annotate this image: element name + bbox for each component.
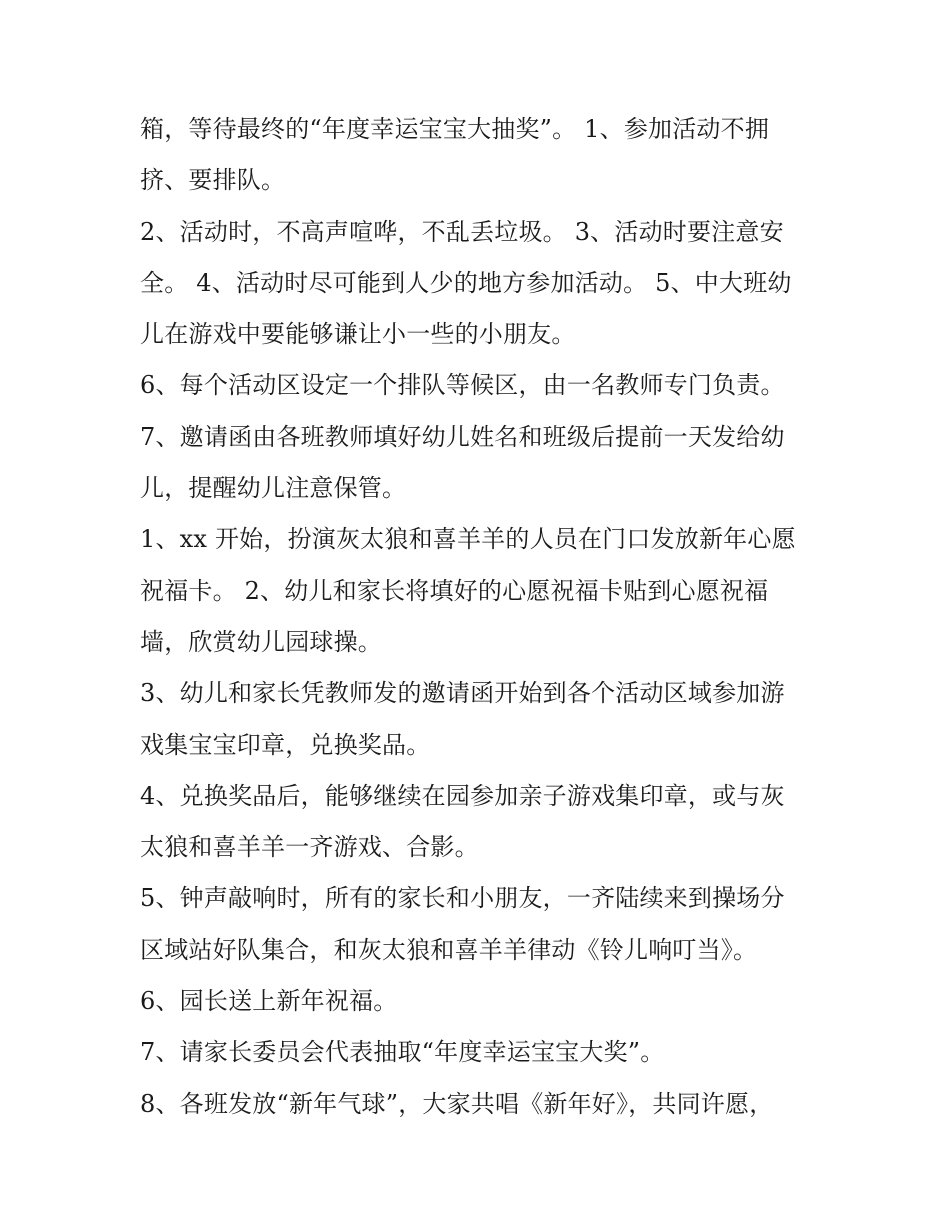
text-line: 箱，等待最终的“年度幸运宝宝大抽奖”。 1、参加活动不拥	[140, 115, 770, 143]
text-line: 祝福卡。 2、幼儿和家长将填好的心愿祝福卡贴到心愿祝福	[140, 576, 769, 605]
text-line: 4、兑换奖品后，能够继续在园参加亲子游戏集印章，或与灰	[140, 781, 785, 810]
text-line: 7、邀请函由各班教师填好幼儿姓名和班级后提前一天发给幼	[140, 422, 785, 451]
text-line: 太狼和喜羊羊一齐游戏、合影。	[140, 833, 479, 862]
text-line: 戏集宝宝印章，兑换奖品。	[140, 730, 431, 759]
text-line: 全。 4、活动时尽可能到人少的地方参加活动。 5、中大班幼	[140, 268, 792, 297]
text-line: 2、活动时，不高声喧哗，不乱丢垃圾。 3、活动时要注意安	[140, 217, 784, 246]
text-line: 8、各班发放“新年气球”，大家共唱《新年好》，共同许愿，	[140, 1089, 774, 1118]
document-body	[140, 104, 820, 1130]
text-line: 墙，欣赏幼儿园球操。	[140, 627, 382, 656]
text-line: 6、园长送上新年祝福。	[140, 987, 398, 1016]
text-line: 7、请家长委员会代表抽取“年度幸运宝宝大奖”。	[140, 1038, 665, 1067]
text-line: 挤、要排队。	[140, 166, 286, 195]
text-line: 区域站好队集合，和灰太狼和喜羊羊律动《铃儿响叮当》。	[140, 935, 758, 964]
text-line: 3、幼儿和家长凭教师发的邀请函开始到各个活动区域参加游	[140, 679, 785, 708]
text-line: 儿在游戏中要能够谦让小一些的小朋友。	[140, 320, 576, 349]
text-line: 6、每个活动区设定一个排队等候区，由一名教师专门负责。	[140, 371, 785, 400]
text-line: 1、xx 开始，扮演灰太狼和喜羊羊的人员在门口发放新年心愿	[140, 525, 796, 554]
text-line: 5、钟声敲响时，所有的家长和小朋友，一齐陆续来到操场分	[140, 884, 785, 913]
text-line: 儿，提醒幼儿注意保管。	[140, 474, 407, 503]
